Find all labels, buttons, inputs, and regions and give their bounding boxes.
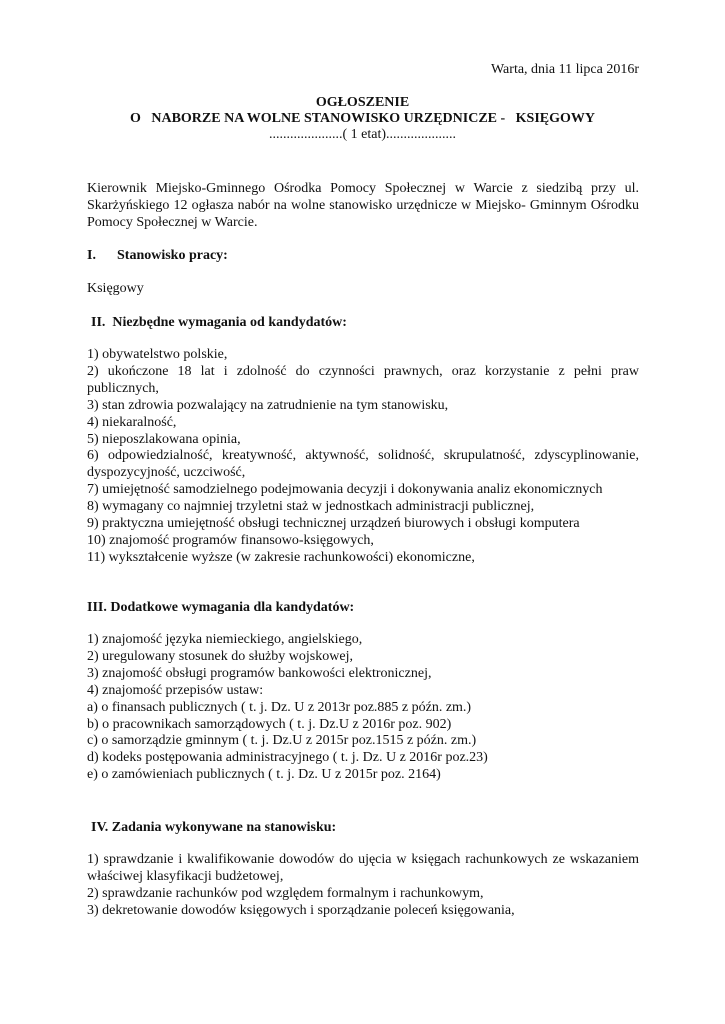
list-item: 6) odpowiedzialność, kreatywność, aktywność, solidność, skrupulatność, zdyscyplinowanie, dyspozycyjność, uczciwość, [87,448,639,481]
list-item: 3) dekretowanie dowodów księgowych i sporządzanie poleceń księgowania, [87,902,515,918]
list-item: 10) znajomość programów finansowo-księgowych, [87,532,374,548]
section-4-title: IV. Zadania wykonywane na stanowisku: [91,820,337,835]
list-item: 4) znajomość przepisów ustaw: [87,682,264,698]
list-item: 5) nieposzlakowana opinia, [87,431,241,447]
list-item: 9) praktyczna umiejętność obsługi technicznej urządzeń biurowych i obsługi komputera [87,516,580,532]
list-item: 3) znajomość obsługi programów bankowości elektronicznej, [87,665,432,681]
list-item: 11) wykształcenie wyższe (w zakresie rachunkowości) ekonomiczne, [87,549,475,565]
section-2-list [87,347,639,567]
etat-line: .....................( 1 etat).................... [268,127,457,142]
list-item: 4) niekaralność, [87,414,177,430]
section-1-value: Księgowy [87,281,144,296]
list-item: 2) uregulowany stosunek do służby wojskowej, [87,648,353,664]
list-item: 3) stan zdrowia pozwalający na zatrudnienie na tym stanowisku, [87,397,449,413]
list-item: e) o zamówieniach publicznych ( t. j. Dz. U z 2015r poz. 2164) [87,767,441,783]
list-item: 2) ukończone 18 lat i zdolność do czynności prawnych, oraz korzystanie z pełni praw publicznych, [87,363,639,396]
list-item: 8) wymagany co najmniej trzyletni staż w jednostkach administracji publicznej, [87,499,535,515]
section-2-title: II. Niezbędne wymagania od kandydatów: [91,315,347,330]
section-3-list [87,632,639,784]
section-1-title: Stanowisko pracy: [117,248,228,263]
section-1-number: I. [87,248,96,263]
list-item: 1) sprawdzanie i kwalifikowanie dowodów do ujęcia w księgach rachunkowych ze wskazaniem właściwej klasyfikacji budżetowej, [87,852,639,884]
list-item: a) o finansach publicznych ( t. j. Dz. U z 2013r poz.885 z późn. zm.) [87,699,472,715]
section-4-list [87,852,639,920]
list-item: c) o samorządzie gminnym ( t. j. Dz.U z 2015r poz.1515 z późn. zm.) [87,733,477,749]
document-subtitle: O NABORZE NA WOLNE STANOWISKO URZĘDNICZE - KSIĘGOWY [129,111,596,126]
list-item: 1) znajomość języka niemieckiego, angielskiego, [87,632,363,647]
list-item: 1) obywatelstwo polskie, [87,347,228,362]
title-block [0,95,725,143]
list-item: d) kodeks postępowania administracyjnego ( t. j. Dz. U z 2016r poz.23) [87,750,488,766]
section-3-title: III. Dodatkowe wymagania dla kandydatów: [87,600,355,615]
document-date: Warta, dnia 11 lipca 2016r [490,62,639,77]
document-title: OGŁOSZENIE [315,95,410,110]
list-item: 2) sprawdzanie rachunków pod względem formalnym i rachunkowym, [87,885,484,901]
list-item: 7) umiejętność samodzielnego podejmowania decyzji i dokonywania analiz ekonomicznych [87,482,603,498]
list-item: b) o pracownikach samorządowych ( t. j. Dz.U z 2016r poz. 902) [87,716,452,732]
intro-paragraph: Kierownik Miejsko-Gminnego Ośrodka Pomocy Społecznej w Warcie z siedzibą przy ul. Skarżyńskiego 12 ogłasza nabór na wolne stanowisko urzędnicze w Miejsko- Gminnym Ośrodku Pomocy Społecznej w Warcie. [87,181,639,230]
